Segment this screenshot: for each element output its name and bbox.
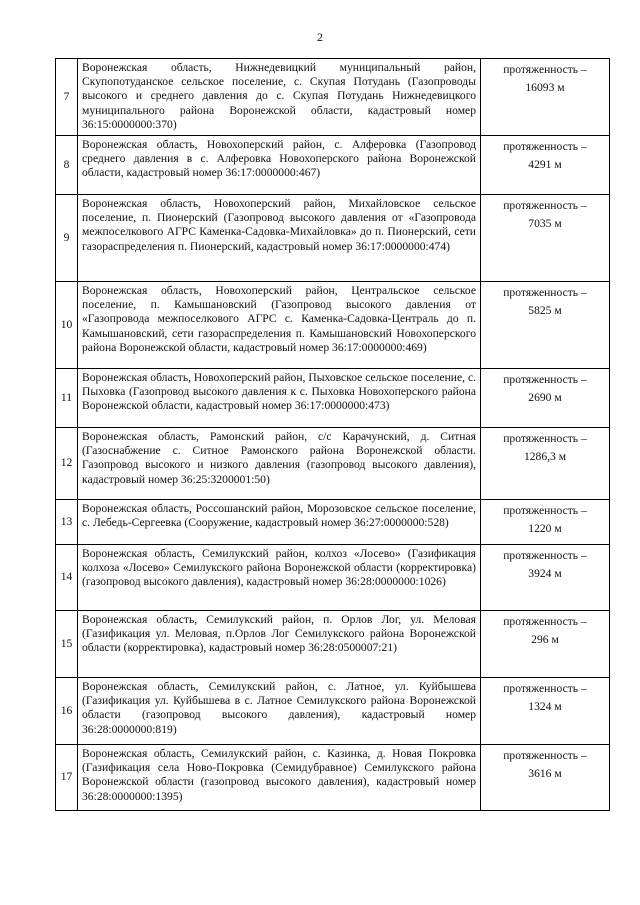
row-number: 16 <box>56 678 78 745</box>
length-cell <box>481 545 610 611</box>
table-row <box>56 369 610 428</box>
table-row <box>56 611 610 678</box>
length-cell <box>481 136 610 195</box>
length-cell <box>481 369 610 428</box>
length-value: 1324 м <box>528 700 562 714</box>
object-description: Воронежская область, Россошанский район, Морозовское сельское поселение, с. Лебедь-Сергеевка (Сооружение, кадастровый номер 36:27:0000000:528) <box>78 500 481 545</box>
length-value: 2690 м <box>528 391 562 405</box>
object-description: Воронежская область, Рамонский район, с/с Карачунский, д. Ситная (Газоснабжение с. Ситное Рамонского района Воронежской области. Газопровод высокого и низкого давления (газопровод высокого давления), кадастровый номер 36:25:3200001:50) <box>78 428 481 500</box>
length-cell <box>481 195 610 282</box>
object-description: Воронежская область, Семилукский район, п. Орлов Лог, ул. Меловая (Газификация ул. Меловая, п.Орлов Лог Семилукского района Воронежской области (корректировка), кадастровый номер 36:28:0500007:21) <box>78 611 481 678</box>
length-value: 4291 м <box>528 158 562 172</box>
row-number: 9 <box>56 195 78 282</box>
row-number: 12 <box>56 428 78 500</box>
object-description: Воронежская область, Нижнедевицкий муниципальный район, Скупопотуданское сельское поселение, с. Скупая Потудань (Газопроводы высокого и среднего давления до с. Скупая Потудань Нижнедевицкого муниципального района Воронежской области, кадастровый номер 36:15:0000000:370) <box>78 59 481 136</box>
row-number: 15 <box>56 611 78 678</box>
table-row <box>56 195 610 282</box>
length-cell <box>481 745 610 811</box>
object-description: Воронежская область, Семилукский район, колхоз «Лосево» (Газификация колхоза «Лосево» Семилукского района Воронежской области (корректировка) (газопровод высокого давления), кадастровый номер 36:28:0000000:1026) <box>78 545 481 611</box>
length-label: протяженность – <box>503 615 587 629</box>
gas-pipeline-table <box>55 58 610 811</box>
length-label: протяженность – <box>503 373 587 387</box>
length-label: протяженность – <box>503 749 587 763</box>
length-value: 296 м <box>531 633 559 647</box>
page-number: 2 <box>317 30 323 44</box>
row-number: 11 <box>56 369 78 428</box>
object-description: Воронежская область, Новохоперский район, Центральское сельское поселение, п. Камышановский (Газопровод высокого давления от «Газопровода межпоселкового АГРС с. Каменка-Садовка-Централь до п. Камышановский, сети газораспределения п. Камышановский Новохоперского района Воронежской области, кадастровый номер 36:17:0000000:469) <box>78 282 481 369</box>
length-label: протяженность – <box>503 199 587 213</box>
object-description: Воронежская область, Семилукский район, с. Казинка, д. Новая Покровка (Газификация села Ново-Покровка (Семидубравное) Семилукского района Воронежской области (газопровод высокого давления), кадастровый номер 36:28:0000000:1395) <box>78 745 481 811</box>
table-row <box>56 545 610 611</box>
table-row <box>56 678 610 745</box>
length-label: протяженность – <box>503 549 587 563</box>
length-label: протяженность – <box>503 504 587 518</box>
table-row <box>56 282 610 369</box>
row-number: 14 <box>56 545 78 611</box>
length-cell <box>481 611 610 678</box>
row-number: 10 <box>56 282 78 369</box>
object-description: Воронежская область, Новохоперский район, Михайловское сельское поселение, п. Пионерский (Газопровод высокого давления от «Газопровода межпоселкового АГРС Каменка-Садовка-Михайловка» до п. Пионерский, сети газораспределения п. Пионерский, кадастровый номер 36:17:0000000:474) <box>78 195 481 282</box>
length-value: 7035 м <box>528 217 562 231</box>
length-cell <box>481 500 610 545</box>
table-row <box>56 136 610 195</box>
length-value: 16093 м <box>525 81 565 95</box>
length-cell <box>481 282 610 369</box>
length-label: протяженность – <box>503 286 587 300</box>
length-cell <box>481 59 610 136</box>
length-cell <box>481 428 610 500</box>
table-row <box>56 59 610 136</box>
table-row <box>56 500 610 545</box>
object-description: Воронежская область, Новохоперский район, с. Алферовка (Газопровод среднего давления в с. Алферовка Новохоперского района Воронежской области, кадастровый номер 36:17:0000000:467) <box>78 136 481 195</box>
length-value: 3616 м <box>528 767 562 781</box>
table-row <box>56 428 610 500</box>
length-value: 1220 м <box>528 522 562 536</box>
object-description: Воронежская область, Новохоперский район, Пыховское сельское поселение, с. Пыховка (Газопровод высокого давления к с. Пыховка Новохоперского района Воронежской области, кадастровый номер 36:17:0000000:473) <box>78 369 481 428</box>
row-number: 13 <box>56 500 78 545</box>
length-label: протяженность – <box>503 432 587 446</box>
table-body <box>56 59 610 811</box>
length-label: протяженность – <box>503 63 587 76</box>
row-number: 8 <box>56 136 78 195</box>
length-cell <box>481 678 610 745</box>
object-description: Воронежская область, Семилукский район, с. Латное, ул. Куйбышева (Газификация ул. Куйбышева в с. Латное Семилукского района Воронежской области (газопровод высокого давления), кадастровый номер 36:28:0000000:819) <box>78 678 481 745</box>
table-row <box>56 745 610 811</box>
length-label: протяженность – <box>503 682 587 696</box>
length-label: протяженность – <box>503 140 587 154</box>
row-number: 17 <box>56 745 78 811</box>
length-value: 1286,3 м <box>523 450 567 464</box>
length-value: 5825 м <box>528 304 562 318</box>
row-number: 7 <box>56 59 78 136</box>
length-value: 3924 м <box>528 567 562 581</box>
